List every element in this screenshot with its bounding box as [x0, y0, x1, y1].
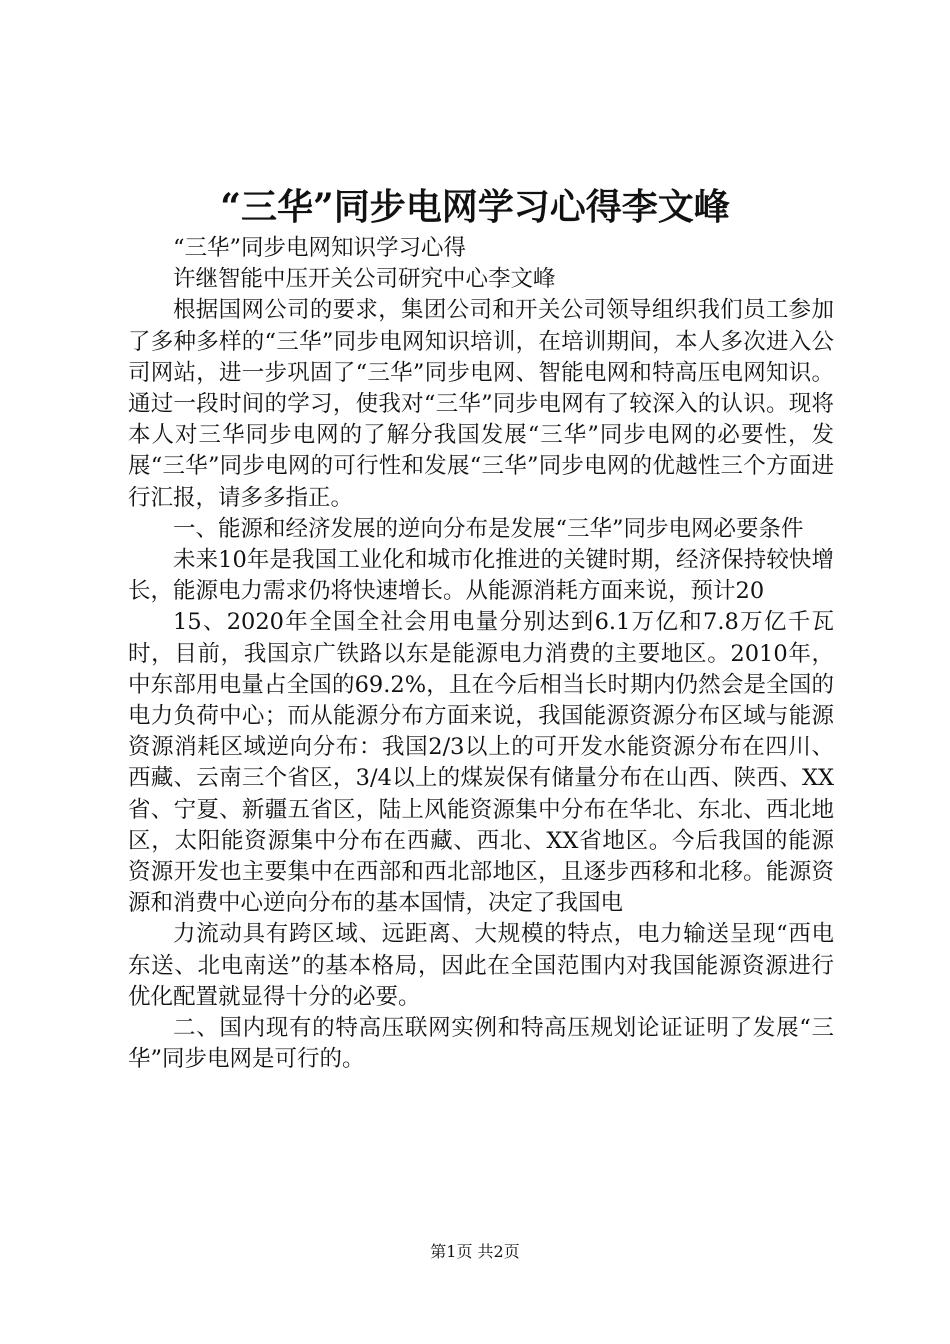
body-paragraph: 力流动具有跨区域、远距离、大规模的特点，电力输送呈现“西电东送、北电南送”的基本格局，因此在全国范围内对我国能源资源进行优化配置就显得十分的必要。	[128, 921, 834, 1010]
subtitle-paragraph: “三华”同步电网知识学习心得	[173, 235, 467, 261]
page-footer: 第1页 共2页	[430, 1242, 520, 1261]
document-title: “三华”同步电网学习心得李文峰	[220, 186, 730, 228]
body-paragraph: 15、2020年全国全社会用电量分别达到6.1万亿和7.8万亿千瓦时，目前，我国京广铁路以东是能源电力消费的主要地区。2010年，中东部用电量占全国的69.2%，且在今后相当长时期内仍然会是全国的电力负荷中心；而从能源分布方面来说，我国能源资源分布区域与能源资源消耗区域逆向分布：我国2/3以上的可开发水能资源分布在四川、西藏、云南三个省区，3/4以上的煤炭保有储量分布在山西、陕西、XX省、宁夏、新疆五省区，陆上风能资源集中分布在华北、东北、西北地区，太阳能资源集中分布在西藏、西北、XX省地区。今后我国的能源资源开发也主要集中在西部和西北部地区，且逐步西移和北移。能源资源和消费中心逆向分布的基本国情，决定了我国电	[128, 609, 834, 917]
section-heading-1: 一、能源和经济发展的逆向分布是发展“三华”同步电网必要条件	[173, 515, 804, 542]
body-paragraph: 未来10年是我国工业化和城市化推进的关键时期，经济保持较快增长，能源电力需求仍将快速增长。从能源消耗方面来说，预计20	[128, 547, 834, 605]
intro-paragraph: 根据国网公司的要求，集团公司和开关公司领导组织我们员工参加了多种多样的“三华”同步电网知识培训，在培训期间，本人多次进入公司网站，进一步巩固了“三华”同步电网、智能电网和特高压电网知识。通过一段时间的学习，使我对“三华”同步电网有了较深入的认识。现将本人对三华同步电网的了解分我国发展“三华”同步电网的必要性，发展“三华”同步电网的可行性和发展“三华”同步电网的优越性三个方面进行汇报，请多多指正。	[128, 297, 834, 511]
document-body	[128, 233, 834, 1075]
section-heading-2: 二、国内现有的特高压联网实例和特高压规划论证证明了发展“三华”同步电网是可行的。	[128, 1015, 834, 1073]
author-paragraph: 许继智能中压开关公司研究中心李文峰	[173, 266, 556, 293]
